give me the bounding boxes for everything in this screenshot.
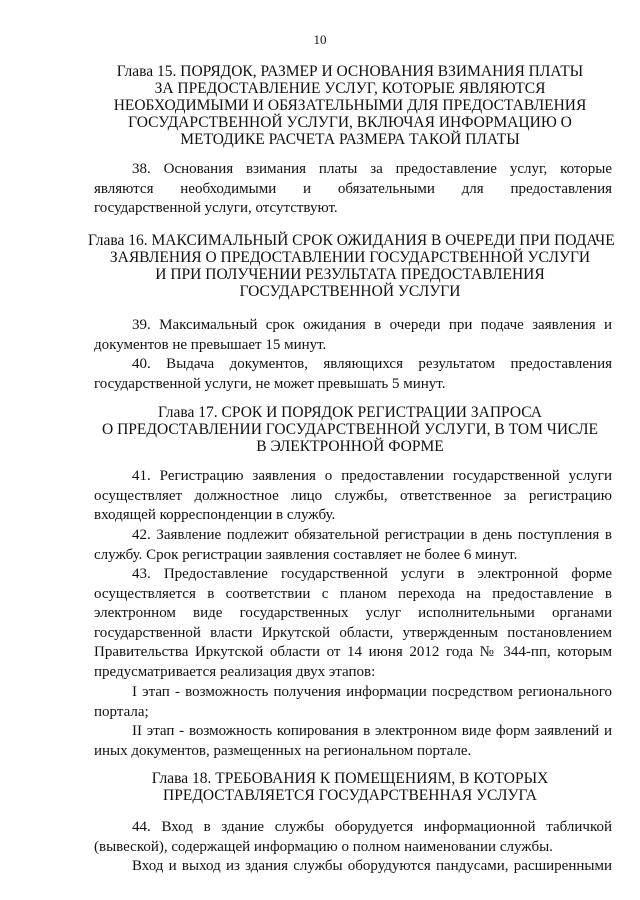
chapter-18-heading [88,770,612,804]
heading-line: Глава 17. СРОК И ПОРЯДОК РЕГИСТРАЦИИ ЗАПРОСА [158,404,542,421]
heading-line: ГОСУДАРСТВЕННОЙ УСЛУГИ, ВКЛЮЧАЯ ИНФОРМАЦИЮ О [128,114,572,131]
text-line: портала; [94,703,149,720]
heading-line: ГОСУДАРСТВЕННОЙ УСЛУГИ [239,283,461,300]
chapter-17-heading [88,404,612,455]
heading-line: О ПРЕДОСТАВЛЕНИИ ГОСУДАРСТВЕННОЙ УСЛУГИ, В ТОМ ЧИСЛЕ [102,421,598,438]
heading-line: И ПРИ ПОЛУЧЕНИИ РЕЗУЛЬТАТА ПРЕДОСТАВЛЕНИЯ [155,266,545,283]
paragraph-41 [94,467,612,526]
heading-line: НЕОБХОДИМЫМИ И ОБЯЗАТЕЛЬНЫМИ ДЛЯ ПРЕДОСТАВЛЕНИЯ [113,97,587,114]
text-line: электронном виде государственных услуг исполнительными органами [94,605,612,622]
paragraph-44 [94,818,612,857]
heading-line: МЕТОДИКЕ РАСЧЕТА РАЗМЕРА ТАКОЙ ПЛАТЫ [180,131,520,148]
text-line: 41. Регистрацию заявления о предоставлении государственной услуги [132,468,612,484]
heading-line: Глава 16. МАКСИМАЛЬНЫЙ СРОК ОЖИДАНИЯ В ОЧЕРЕДИ ПРИ ПОДАЧЕ [88,232,615,249]
text-line: I этап - возможность получения информации посредством регионального [132,684,612,700]
paragraph-42 [94,526,612,565]
text-line: документов не превышает 15 минут. [94,336,327,353]
text-line: 40. Выдача документов, являющихся результатом предоставления [132,356,612,372]
text-line: Правительства Иркутской области от 14 июня 2012 года № 344-пп, которым [94,644,612,661]
heading-line: ЗАЯВЛЕНИЯ О ПРЕДОСТАВЛЕНИИ ГОСУДАРСТВЕННОЙ УСЛУГИ [109,249,591,266]
text-line: II этап - возможность копирования в электронном виде форм заявлений и [132,723,612,739]
text-line: (вывеской), содержащей информацию о полном наименовании службы. [94,838,553,855]
heading-line: Глава 18. ТРЕБОВАНИЯ К ПОМЕЩЕНИЯМ, В КОТОРЫХ [151,770,549,787]
paragraph-39 [94,316,612,355]
text-line: осуществляет должностное лицо службы, ответственное за регистрацию [94,487,612,504]
paragraph-43 [94,565,612,683]
heading-line: ПРЕДОСТАВЛЯЕТСЯ ГОСУДАРСТВЕННАЯ УСЛУГА [163,787,537,804]
chapter-15-heading [88,63,612,148]
text-line: входящей корреспонденции в службу. [94,507,336,524]
text-line: службу. Срок регистрации заявления составляет не более 6 минут. [94,546,518,563]
paragraph-stage-2 [94,722,612,761]
text-line: 42. Заявление подлежит обязательной регистрации в день поступления в [132,527,612,543]
text-line: государственной услуги, не может превышать 5 минут. [94,375,446,392]
heading-line: В ЭЛЕКТРОННОЙ ФОРМЕ [256,438,444,455]
text-line: 38. Основания взимания платы за предоставление услуг, которые [132,161,612,177]
text-line: 43. Предоставление государственной услуги в электронной форме [132,566,612,582]
text-line: иных документов, размещенных на региональном портале. [94,742,472,759]
paragraph-38 [94,160,612,219]
paragraph-stage-1 [94,683,612,722]
text-line: предусматривается реализация двух этапов: [94,663,376,680]
heading-line: ЗА ПРЕДОСТАВЛЕНИЕ УСЛУГ, КОТОРЫЕ ЯВЛЯЮТСЯ [154,80,546,97]
paragraph-entrance [94,857,612,877]
text-line: осуществляется в соответствии с планом перехода на предоставление в [94,585,612,602]
text-line: 39. Максимальный срок ожидания в очереди при подаче заявления и [132,317,612,333]
page-number: 10 [313,32,327,47]
chapter-16-heading [88,232,615,300]
text-line: являются необходимыми и обязательными для предоставления [94,180,612,197]
text-line: 44. Вход в здание службы оборудуется информационной табличкой [132,819,612,835]
text-line: Вход и выход из здания службы оборудуются пандусами, расширенными [132,858,612,874]
text-line: государственной власти Иркутской области, утвержденным постановлением [94,624,612,641]
text-line: государственной услуги, отсутствуют. [94,200,338,217]
paragraph-40 [94,355,612,394]
heading-line: Глава 15. ПОРЯДОК, РАЗМЕР И ОСНОВАНИЯ ВЗИМАНИЯ ПЛАТЫ [116,63,584,80]
